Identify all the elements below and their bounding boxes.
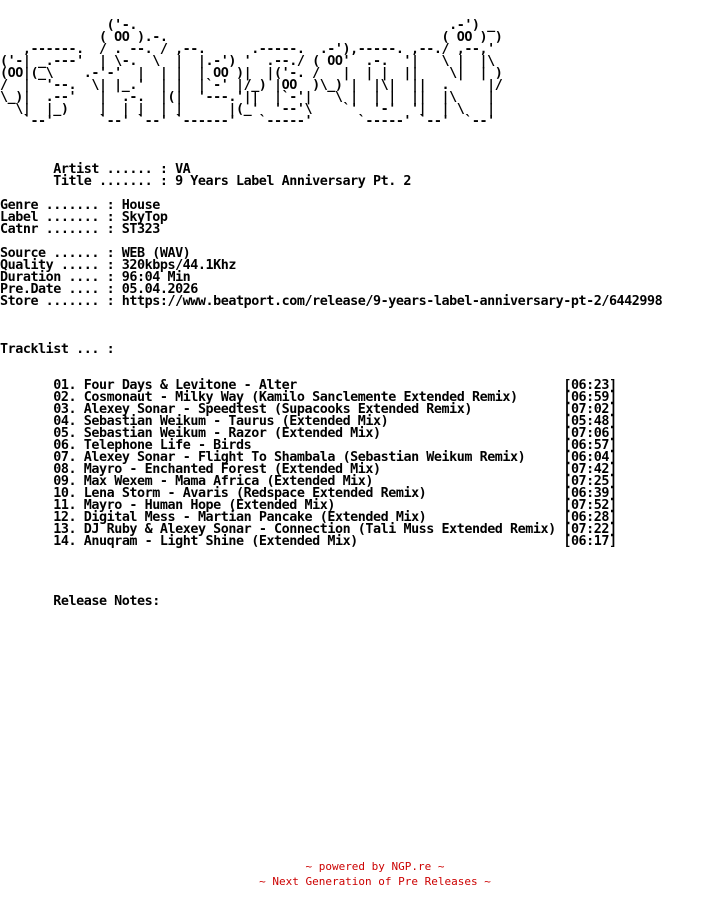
track-time: [05:48] (563, 414, 617, 429)
track-row (0, 536, 662, 548)
quality-line: Quality ..... : 320kbps/44.1Khz (0, 258, 236, 273)
release-notes-label: Release Notes: (0, 594, 160, 609)
track-time: [07:25] (563, 474, 617, 489)
track-title: Mayro - Enchanted Forest (Extended Mix) (83, 462, 381, 477)
track-time: [07:22] (563, 522, 617, 537)
track-number: 14. (53, 534, 77, 549)
track-number: 05. (53, 426, 77, 441)
logo-line: \| |_) | | | | | |(_' '--'\ `' '-' '| | \ | (0, 102, 495, 117)
track-time: [07:42] (563, 462, 617, 477)
label-line: Label ....... : SkyTop (0, 210, 168, 225)
track-number: 01. (53, 378, 77, 393)
track-number: 11. (53, 498, 77, 513)
logo-line: ( OO ).-. ( OO ) ) (0, 30, 503, 45)
track-number: 09. (53, 474, 77, 489)
logo-line: \_)| .--' | .-. |(| '---.'|| |`-'| \ | | | || |\ | (0, 90, 495, 105)
track-title: Cosmonaut - Milky Way (Kamilo Sanclemente Extended Remix) (83, 390, 518, 405)
track-title: Four Days & Levitone - Alter (83, 378, 297, 393)
track-title: Anuqram - Light Shine (Extended Mix) (83, 534, 358, 549)
track-time: [06:57] (563, 438, 617, 453)
track-title: DJ Ruby & Alexey Sonar - Connection (Tali Muss Extended Remix) (83, 522, 556, 537)
logo-line: ('-| _.---' | \-. \ | |.-') ' .--./ ( OO' .-. '| \ | |\ (0, 54, 495, 69)
track-number: 07. (53, 450, 77, 465)
track-number: 10. (53, 486, 77, 501)
track-number: 13. (53, 522, 77, 537)
title-line: Title ....... : 9 Years Label Anniversary Pt. 2 (0, 174, 412, 189)
logo-line: (OO|(_\ .-'-' | | | | OO )| |('-. / | | | || \| | ) (0, 66, 503, 81)
track-title: Alexey Sonar - Flight To Shambala (Sebastian Weikum Remix) (83, 450, 526, 465)
artist-line: Artist ...... : VA (0, 162, 191, 177)
track-title: Digital Mess - Martian Pancake (Extended Mix) (83, 510, 427, 525)
track-time: [06:59] (563, 390, 617, 405)
footer-powered-by: ~ powered by NGP.re ~ (305, 860, 445, 873)
logo-line: / | '--. \| |_.' | | |`-' |/_) |OO )\_) | |\| || . |/ (0, 78, 503, 93)
track-time: [07:06] (563, 426, 617, 441)
track-time: [06:04] (563, 450, 617, 465)
track-number: 08. (53, 462, 77, 477)
logo-line: `--' `--' `--' `------' `-----' `-----' `--' `--' (0, 114, 495, 129)
track-title: Max Wexem - Mama Africa (Extended Mix) (83, 474, 374, 489)
track-time: [06:39] (563, 486, 617, 501)
catnr-line: Catnr ....... : ST323 (0, 222, 160, 237)
logo-line: ,------. / . --. / ,--. .-----. .-'),-----. ,--./ ,--,' (0, 42, 495, 57)
track-number: 02. (53, 390, 77, 405)
track-time: [07:52] (563, 498, 617, 513)
tracklist (0, 380, 662, 548)
track-title: Lena Storm - Avaris (Redspace Extended Remix) (83, 486, 427, 501)
track-number: 03. (53, 402, 77, 417)
genre-line: Genre ....... : House (0, 198, 160, 213)
track-title: Sebastian Weikum - Razor (Extended Mix) (83, 426, 381, 441)
tracklist-header: Tracklist ... : (0, 342, 115, 357)
duration-line: Duration .... : 96:04 Min (0, 270, 191, 285)
track-time: [06:23] (563, 378, 617, 393)
track-number: 12. (53, 510, 77, 525)
logo-line: ('-. .-') _ (0, 18, 495, 33)
footer-tagline: ~ Next Generation of Pre Releases ~ (259, 875, 491, 888)
track-time: [07:02] (563, 402, 617, 417)
track-time: [06:28] (563, 510, 617, 525)
source-line: Source ...... : WEB (WAV) (0, 246, 191, 261)
store-link[interactable]: Store ....... : https://www.beatport.com/release/9-years-label-anniversary-pt-2/6442998 (0, 294, 663, 309)
predate-line: Pre.Date .... : 05.04.2026 (0, 282, 198, 297)
track-title: Alexey Sonar - Speedtest (Supacooks Extended Remix) (83, 402, 472, 417)
track-time: [06:17] (563, 534, 617, 549)
track-title: Telephone Life - Birds (83, 438, 252, 453)
track-title: Sebastian Weikum - Taurus (Extended Mix) (83, 414, 389, 429)
track-number: 06. (53, 438, 77, 453)
track-number: 04. (53, 414, 77, 429)
track-title: Mayro - Human Hope (Extended Mix) (83, 498, 335, 513)
nfo-document (0, 20, 662, 608)
